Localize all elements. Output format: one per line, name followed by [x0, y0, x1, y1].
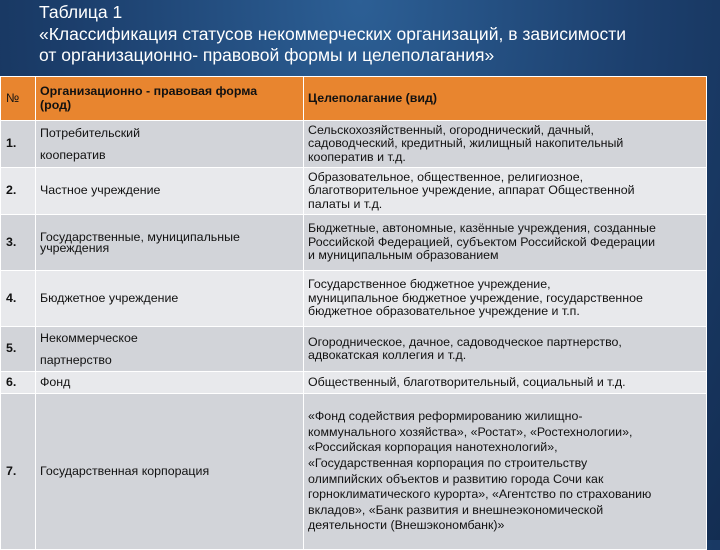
goal-line: благотворительное учреждение, аппарат Общественной: [308, 183, 635, 198]
row-num: 6.: [1, 372, 36, 394]
row-num: 4.: [1, 271, 36, 327]
table-row: [1, 271, 707, 327]
row-num: 2.: [1, 168, 36, 215]
goal-line: горноклиматического курорта», «Агентство по страхованию: [308, 487, 652, 502]
row-form-line-1: Государственные, муниципальные: [40, 229, 240, 244]
goal-line: садоводческий, кредитный, жилищный накопительный: [308, 136, 624, 151]
row-form-line-2: кооператив: [40, 148, 106, 162]
goal-line: Образовательное, общественное, религиозное,: [308, 169, 584, 184]
table-row: [1, 168, 707, 215]
goal-line: адвокатская коллегия и т.д.: [308, 348, 467, 362]
title-line-3: от организационно- правовой формы и целеполагания»: [39, 45, 495, 65]
goal-line: Государственное бюджетное учреждение,: [308, 277, 551, 292]
classification-table: [0, 76, 707, 550]
header-num: [1, 77, 36, 121]
row-goal: [304, 271, 707, 327]
row-form: [36, 121, 304, 168]
goal-line: «Фонд содействия реформированию жилищно-: [308, 409, 583, 424]
table-row: [1, 327, 707, 372]
title-line-1: Таблица 1: [39, 2, 123, 22]
row-goal: [304, 394, 707, 550]
row-form: Бюджетное учреждение: [36, 271, 304, 327]
row-form-line-1: Некоммерческое: [40, 331, 138, 345]
row-form: [36, 215, 304, 271]
goal-line: Огородническое, дачное, садоводческое партнерство,: [308, 334, 622, 349]
row-goal: [304, 327, 707, 372]
row-form: [36, 327, 304, 372]
table-row: [1, 215, 707, 271]
row-goal: Общественный, благотворительный, социальный и т.д.: [304, 372, 707, 394]
goal-line: деятельности (Внешэкономбанк)»: [308, 518, 505, 533]
header-form-line-1: Организационно - правовая форма: [40, 84, 258, 99]
goal-line: «Государственная корпорация по строительству: [308, 455, 588, 470]
row-num: 7.: [1, 394, 36, 550]
header-num-text: №: [6, 90, 20, 105]
table-header-row: [1, 77, 707, 121]
row-form-line-1: Потребительский: [40, 126, 141, 140]
row-goal: [304, 121, 707, 168]
row-num: 5.: [1, 327, 36, 372]
table-row: [1, 121, 707, 168]
row-form: Государственная корпорация: [36, 394, 304, 550]
table-row: [1, 372, 707, 394]
goal-line: палаты и т.д.: [308, 196, 383, 211]
header-form-line-2: (род): [40, 97, 72, 112]
goal-line: Сельскохозяйственный, огороднический, дачный,: [308, 122, 594, 137]
row-goal: [304, 215, 707, 271]
row-form-line-2: учреждения: [40, 240, 110, 255]
goal-line: кооператив и т.д.: [308, 149, 406, 164]
goal-line: и муниципальным образованием: [308, 248, 499, 263]
goal-line: олимпийских объектов и развитию города Сочи как: [308, 471, 604, 486]
row-num: 3.: [1, 215, 36, 271]
row-num: 1.: [1, 121, 36, 168]
row-form-line-2: партнерство: [40, 353, 112, 367]
goal-line: бюджетное образовательное учреждение и т.п.: [308, 304, 580, 319]
row-form: Частное учреждение: [36, 168, 304, 215]
goal-line: «Российская корпорация нанотехнологий»,: [308, 440, 558, 455]
goal-line: Российской Федерацией, субъектом Российской Федерации: [308, 234, 656, 249]
goal-line: вкладов», «Банк развития и внешнеэкономической: [308, 502, 604, 517]
row-goal: [304, 168, 707, 215]
header-goal-text: Целеполагание (вид): [308, 90, 438, 105]
slide-title: [39, 2, 719, 67]
table-row: [1, 394, 707, 550]
goal-line: коммунального хозяйства», «Ростат», «Ростехнологии»,: [308, 424, 633, 439]
goal-line: муниципальное бюджетное учреждение, государственное: [308, 290, 643, 305]
header-form: [36, 77, 304, 121]
title-line-2: «Классификация статусов некоммерческих организаций, в зависимости: [39, 23, 627, 44]
header-goal: [304, 77, 707, 121]
row-form: Фонд: [36, 372, 304, 394]
goal-line: Бюджетные, автономные, казённые учреждения, созданные: [308, 221, 656, 236]
